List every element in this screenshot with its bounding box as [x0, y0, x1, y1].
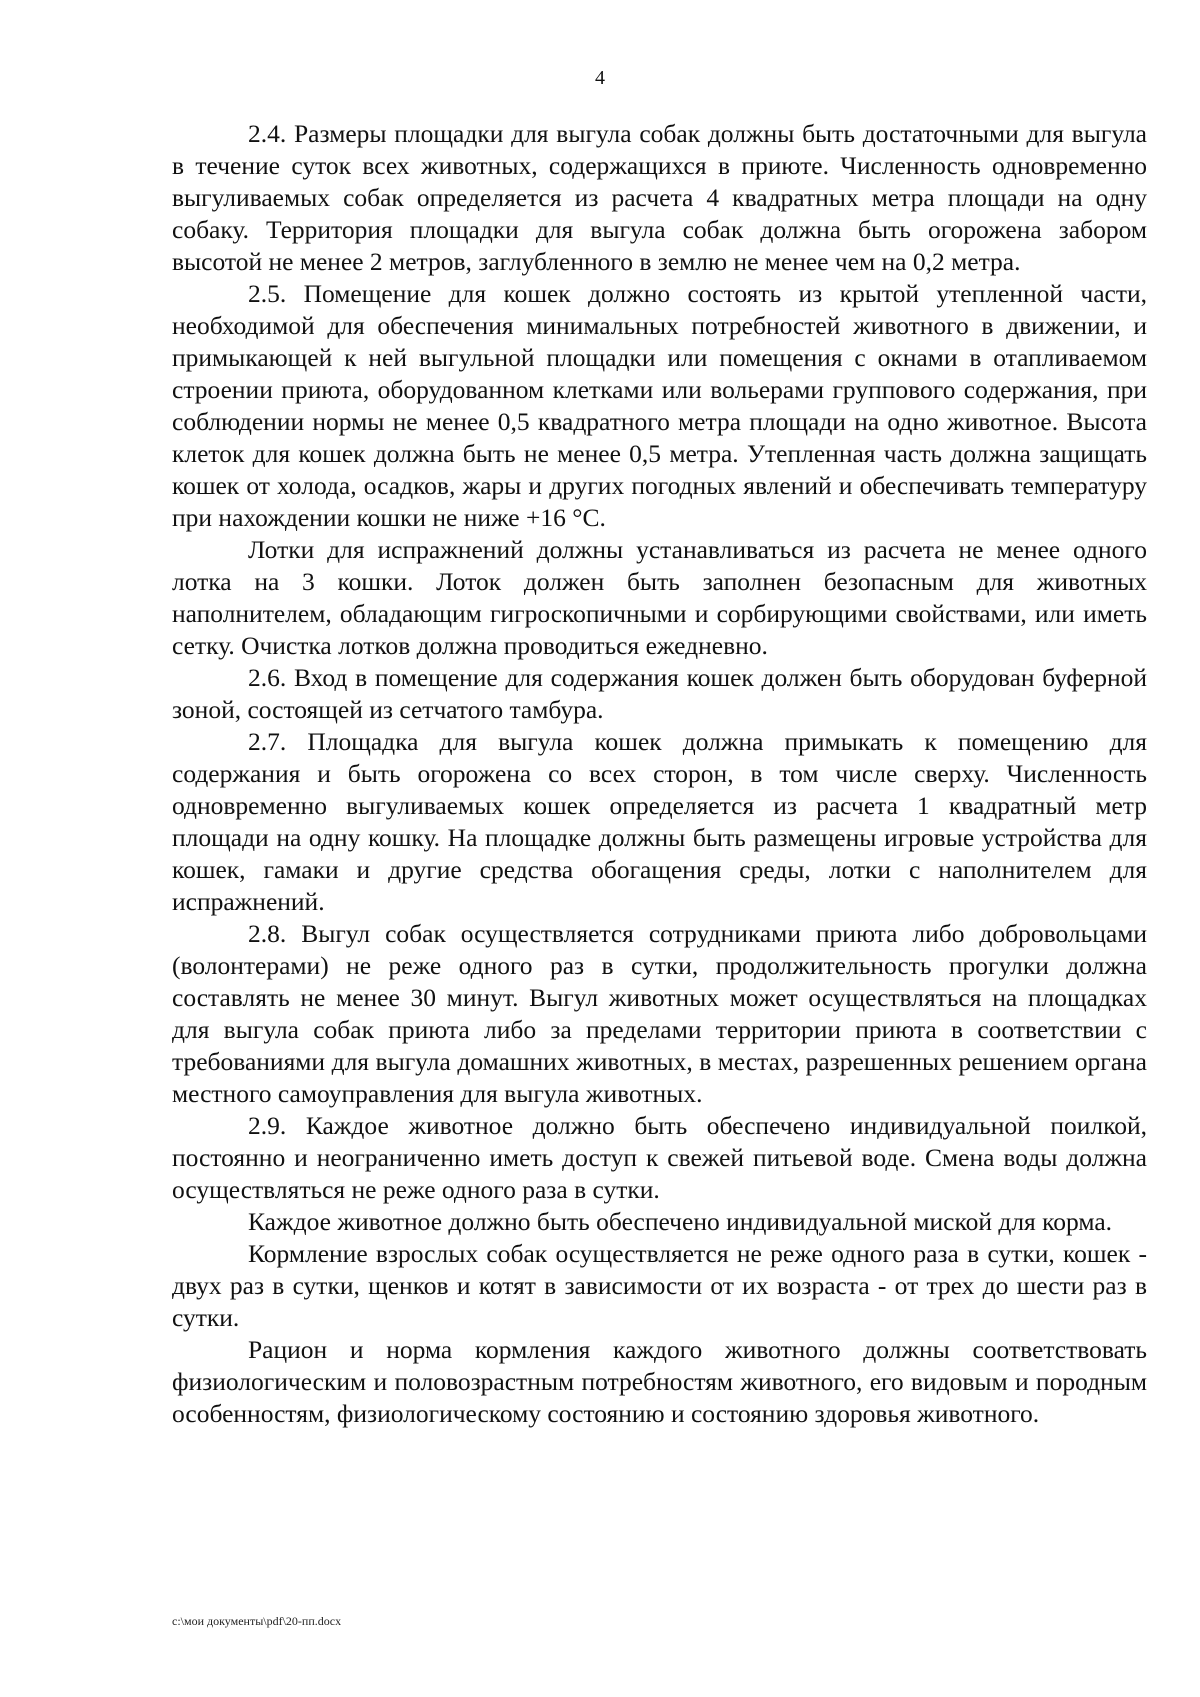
paragraph-2-9: 2.9. Каждое животное должно быть обеспечено индивидуальной поилкой, постоянно и неограниченно иметь доступ к свежей питьевой воде. Смена воды должна осуществляться не реже одного раза в сутки. [172, 1111, 1147, 1204]
paragraph-2-4: 2.4. Размеры площадки для выгула собак должны быть достаточными для выгула в течение суток всех животных, содержащихся в приюте. Численность одновременно выгуливаемых собак определяется из расчета 4 квадратных метра площади на одну собаку. Территория площадки для выгула собак должна быть огорожена забором высотой не менее 2 метров, заглубленного в землю не менее чем на 0,2 метра. [172, 119, 1147, 276]
paragraph-2-8: 2.8. Выгул собак осуществляется сотрудниками приюта либо добровольцами (волонтерами) не реже одного раз в сутки, продолжительность прогулки должна составлять не менее 30 минут. Выгул животных может осуществляться на площадках для выгула собак приюта либо за пределами территории приюта в соответствии с требованиями для выгула домашних животных, в местах, разрешенных решением органа местного самоуправления для выгула животных. [172, 919, 1147, 1108]
paragraph-2-6: 2.6. Вход в помещение для содержания кошек должен быть оборудован буферной зоной, состоящей из сетчатого тамбура. [172, 663, 1147, 724]
paragraph-2-7: 2.7. Площадка для выгула кошек должна примыкать к помещению для содержания и быть огорожена со всех сторон, в том числе сверху. Численность одновременно выгуливаемых кошек определяется из расчета 1 квадратный метр площади на одну кошку. На площадке должны быть размещены игровые устройства для кошек, гамаки и другие средства обогащения среды, лотки с наполнителем для испражнений. [172, 727, 1147, 916]
footer-file-path: c:\мои документы\pdf\20-пп.docx [172, 1614, 342, 1628]
paragraph-2-5: 2.5. Помещение для кошек должно состоять из крытой утепленной части, необходимой для обеспечения минимальных потребностей животного в движении, и примыкающей к ней выгульной площадки или помещения с окнами в отапливаемом строении приюта, оборудованном клетками или вольерами группового содержания, при соблюдении нормы не менее 0,5 квадратного метра площади на одно животное. Высота клеток для кошек должна быть не менее 0,5 метра. Утепленная часть должна защищать кошек от холода, осадков, жары и других погодных явлений и обеспечивать температуру при нахождении кошки не ниже +16 °С. [172, 279, 1147, 532]
paragraph-diet: Рацион и норма кормления каждого животного должны соответствовать физиологическим и половозрастным потребностям животного, его видовым и породным особенностям, физиологическому состоянию и состоянию здоровья животного. [172, 1335, 1147, 1428]
page-number: 4 [595, 67, 605, 89]
paragraph-food-bowl: Каждое животное должно быть обеспечено индивидуальной миской для корма. [248, 1207, 1113, 1236]
document-body [172, 118, 1147, 1430]
paragraph-litter-trays: Лотки для испражнений должны устанавливаться из расчета не менее одного лотка на 3 кошки. Лоток должен быть заполнен безопасным для животных наполнителем, обладающим гигроскопичными и сорбирующими свойствами, или иметь сетку. Очистка лотков должна проводиться ежедневно. [172, 535, 1147, 660]
paragraph-feeding-frequency: Кормление взрослых собак осуществляется не реже одного раза в сутки, кошек - двух раз в сутки, щенков и котят в зависимости от их возраста - от трех до шести раз в сутки. [172, 1239, 1147, 1332]
